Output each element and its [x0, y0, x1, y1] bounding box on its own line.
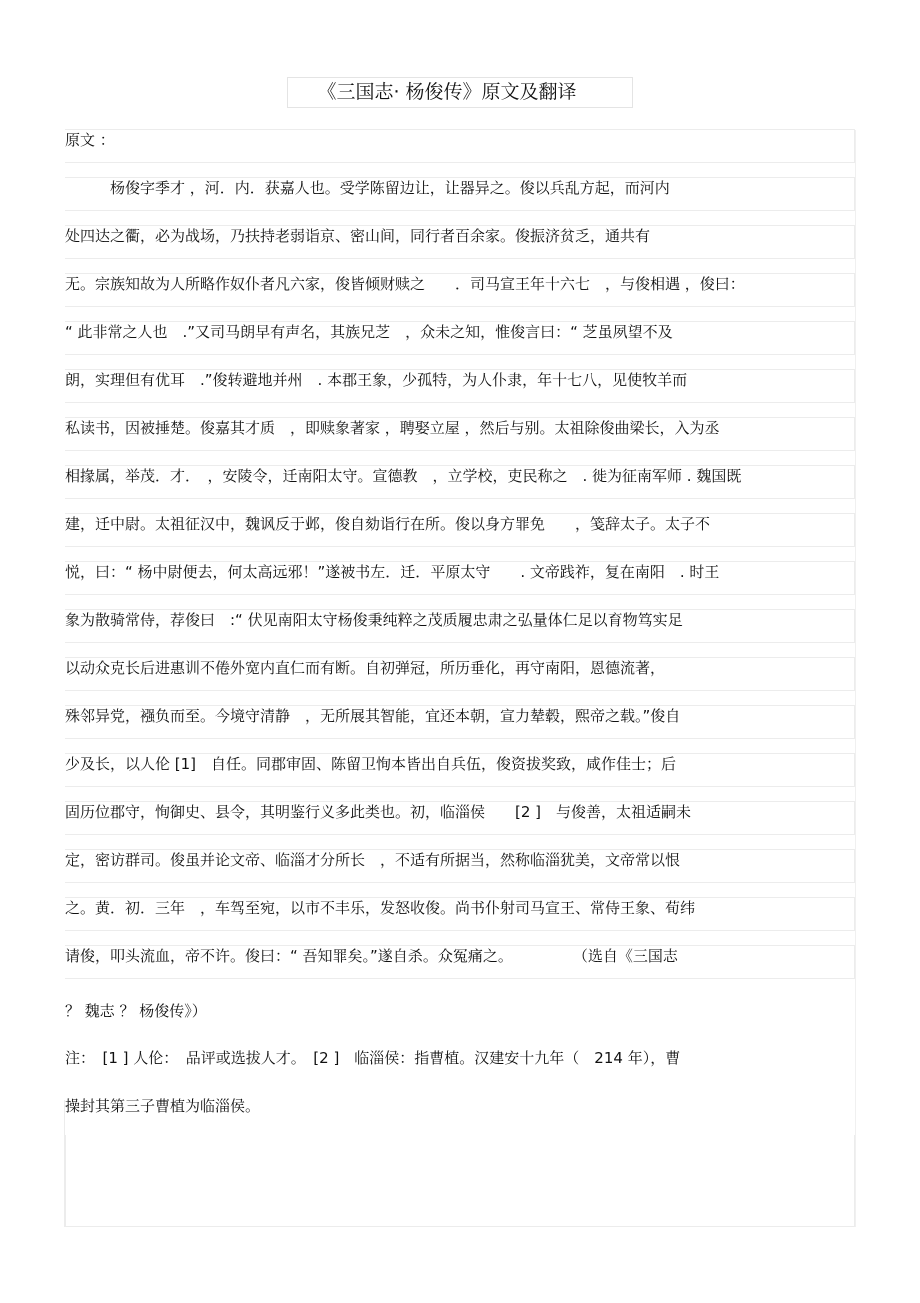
- text-line: 以动众克长后进惠训不倦外宽内直仁而有断。自初弹冠，所历垂化，再守南阳，恩德流著，: [65, 657, 855, 691]
- text-line: “ 此非常之人也 .”又司马朗早有声名，其族兄芝 ，众未之知，惟俊言曰：“ 芝虽夙望不及: [65, 321, 855, 355]
- text-line: 请俊，叩头流血，帝不许。俊曰：“ 吾知罪矣。”遂自杀。众冤痛之。 （选自《三国志: [65, 945, 855, 979]
- text-line: 朗，实理但有优耳 .”俊转避地并州 . 本郡王象，少孤特，为人仆隶，年十七八，见使牧羊而: [65, 369, 855, 403]
- text-line: 相掾属，举茂．才． ，安陵令，迁南阳太守。宣德教 ，立学校，吏民称之 . 徙为征南军师 . 魏国既: [65, 465, 855, 499]
- text-line: 象为散骑常侍，荐俊曰 :“ 伏见南阳太守杨俊秉纯粹之茂质履忠肃之弘量体仁足以育物笃实足: [65, 609, 855, 643]
- text-line: 处四达之衢，必为战场，乃扶持老弱诣京、密山间，同行者百余家。俊振济贫乏，通共有: [65, 225, 855, 259]
- text-line: 少及长，以人伦 [1] 自任。同郡审固、陈留卫恂本皆出自兵伍，俊资拔奖致，咸作佳士；后: [65, 753, 855, 787]
- note-line: 操封其第三子曹植为临淄侯。: [65, 1097, 261, 1115]
- text-line: ？ 魏志 ？ 杨俊传》）: [65, 1002, 207, 1020]
- section-label-row: [65, 129, 855, 163]
- empty-text-box: [65, 1135, 855, 1227]
- frame-right-edge: [855, 130, 856, 1227]
- text-line: 定，密访群司。俊虽并论文帝、临淄才分所长 ，不适有所据当，然称临淄犹美，文帝常以恨: [65, 849, 855, 883]
- text-line: 建，迁中尉。太祖征汉中，魏讽反于邺，俊自劾诣行在所。俊以身方罪免 ，笺辞太子。太子不: [65, 513, 855, 547]
- page-title: 《三国志· 杨俊传》原文及翻译: [317, 81, 577, 103]
- note-line: 注： [1 ] 人伦： 品评或选拔人才。 [2 ] 临淄侯：指曹植。汉建安十九年（ 214 年），曹: [65, 1049, 681, 1067]
- text-line: 固历位郡守，恂御史、县令，其明鉴行义多此类也。初，临淄侯 [2 ] 与俊善，太祖适嗣未: [65, 801, 855, 835]
- section-label: 原文 ：: [65, 131, 115, 149]
- text-line: 殊邻异党，襁负而至。今境守清静 ，无所展其智能，宜还本朝，宣力辇毂，熙帝之载。”俊自: [65, 705, 855, 739]
- text-line: 无。宗族知故为人所略作奴仆者凡六家，俊皆倾财赎之 ．司马宣王年十六七 ，与俊相遇 ，俊曰：: [65, 273, 855, 307]
- text-line: 之。黄．初．三年 ，车驾至宛，以市不丰乐，发怒收俊。尚书仆射司马宣王、常侍王象、荀纬: [65, 897, 855, 931]
- text-line: 杨俊字季才 ，河．内．获嘉人也。受学陈留边让，让器异之。俊以兵乱方起，而河内: [65, 177, 855, 211]
- text-line: 私读书，因被捶楚。俊嘉其才质 ，即赎象著家 ，聘娶立屋 ，然后与别。太祖除俊曲梁长，入为丞: [65, 417, 855, 451]
- text-line: 悦，曰：“ 杨中尉便去，何太高远邪！”遂被书左．迁．平原太守 . 文帝践祚，复在南阳 . 时王: [65, 561, 855, 595]
